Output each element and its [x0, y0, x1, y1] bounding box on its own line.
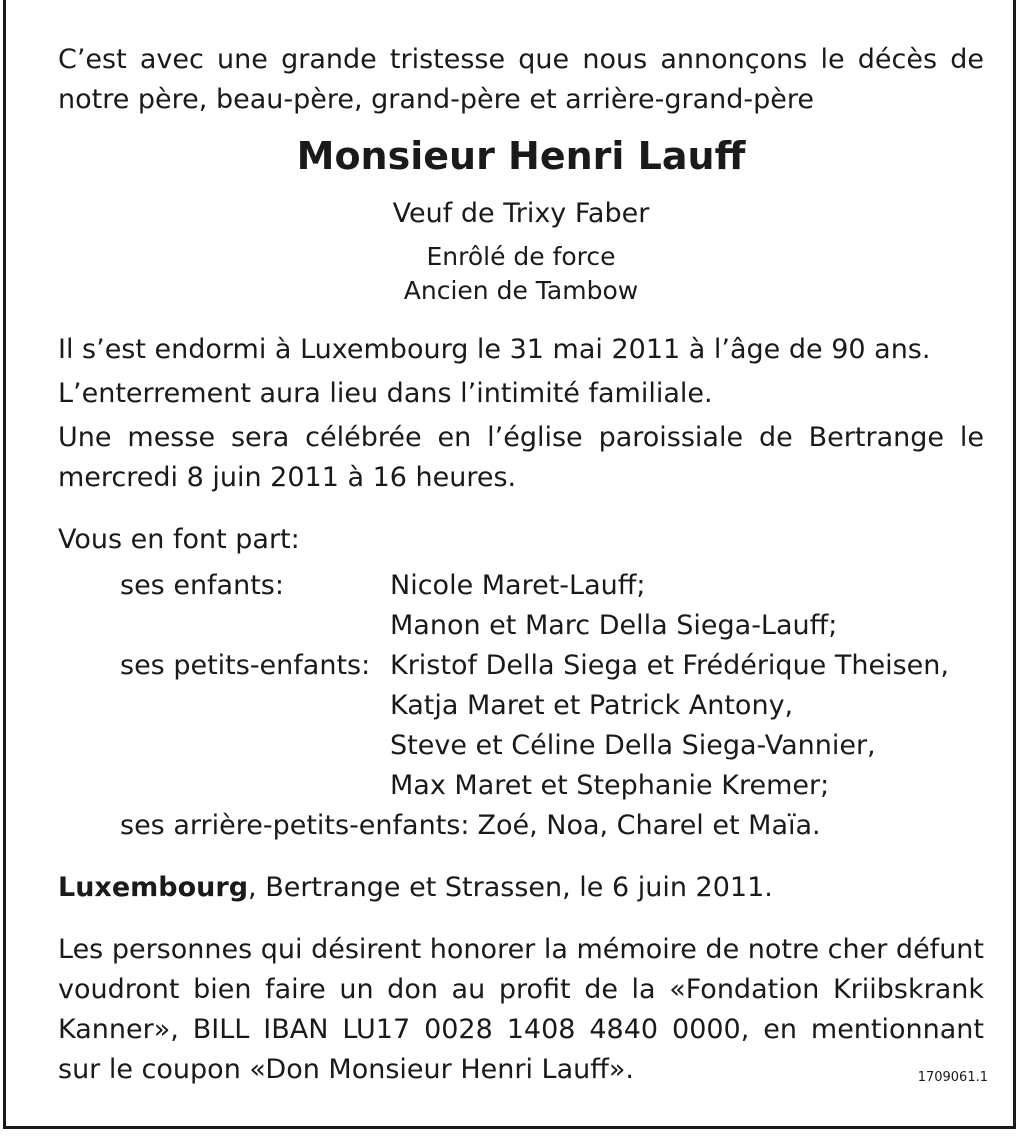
place-date-rest: , Bertrange et Strassen, le 6 juin 2011.: [248, 872, 773, 903]
children-row: [120, 566, 984, 646]
grandchildren-list: [390, 646, 984, 806]
mass-line: Une messe sera célébrée en l’église paroissiale de Bertrange le mercredi 8 juin 2011 à 16 heures.: [58, 422, 984, 493]
list-item: Steve et Céline Della Siega-Vannier,: [390, 730, 876, 761]
burial-line: L’enterrement aura lieu dans l’intimité familiale.: [58, 378, 713, 409]
place-date-line: [58, 868, 984, 908]
list-item: Manon et Marc Della Siega-Lauff;: [390, 610, 838, 641]
children-label: ses enfants:: [120, 570, 284, 601]
reference-number: 1709061.1: [917, 1070, 988, 1085]
titles-block: [58, 240, 984, 308]
list-item: Kristof Della Siega et Frédérique Theisen,: [390, 650, 949, 681]
list-item: Katja Maret et Patrick Antony,: [390, 690, 794, 721]
place-name: Luxembourg: [58, 872, 249, 903]
donation-text: Les personnes qui désirent honorer la mémoire de notre cher défunt voudront bien faire un don au profit de la «Fondation Kriibskrank Kanner», BILL IBAN LU17 0028 1408 4840 0000, en mentionnant sur le coupon «Don Monsieur Henri Lauff».: [58, 934, 985, 1085]
grandchildren-row: [120, 646, 984, 806]
obituary-notice: [58, 40, 988, 1090]
great-grandchildren-list: Zoé, Noa, Charel et Maïa.: [477, 810, 821, 841]
deceased-name: Monsieur Henri Lauff: [296, 134, 746, 178]
great-grandchildren-label: ses arrière-petits-enfants:: [120, 810, 470, 841]
grandchildren-label: ses petits-enfants:: [120, 650, 371, 681]
list-item: Max Maret et Stephanie Kremer;: [390, 770, 830, 801]
list-item: Nicole Maret-Lauff;: [390, 570, 646, 601]
death-line: Il s’est endormi à Luxembourg le 31 mai 2011 à l’âge de 90 ans.: [58, 334, 931, 365]
widow-line: Veuf de Trixy Faber: [392, 198, 650, 229]
family-intro: Vous en font part:: [58, 524, 300, 555]
donation-block: [58, 930, 988, 1090]
title-line-1: Enrôlé de force: [426, 242, 616, 271]
intro-text: C’est avec une grande tristesse que nous annonçons le décès de notre père, beau-père, grand-père et arrière-grand-père: [58, 44, 984, 115]
title-line-2: Ancien de Tambow: [403, 276, 639, 305]
great-grandchildren-row: [120, 806, 984, 846]
children-list: [390, 566, 984, 646]
